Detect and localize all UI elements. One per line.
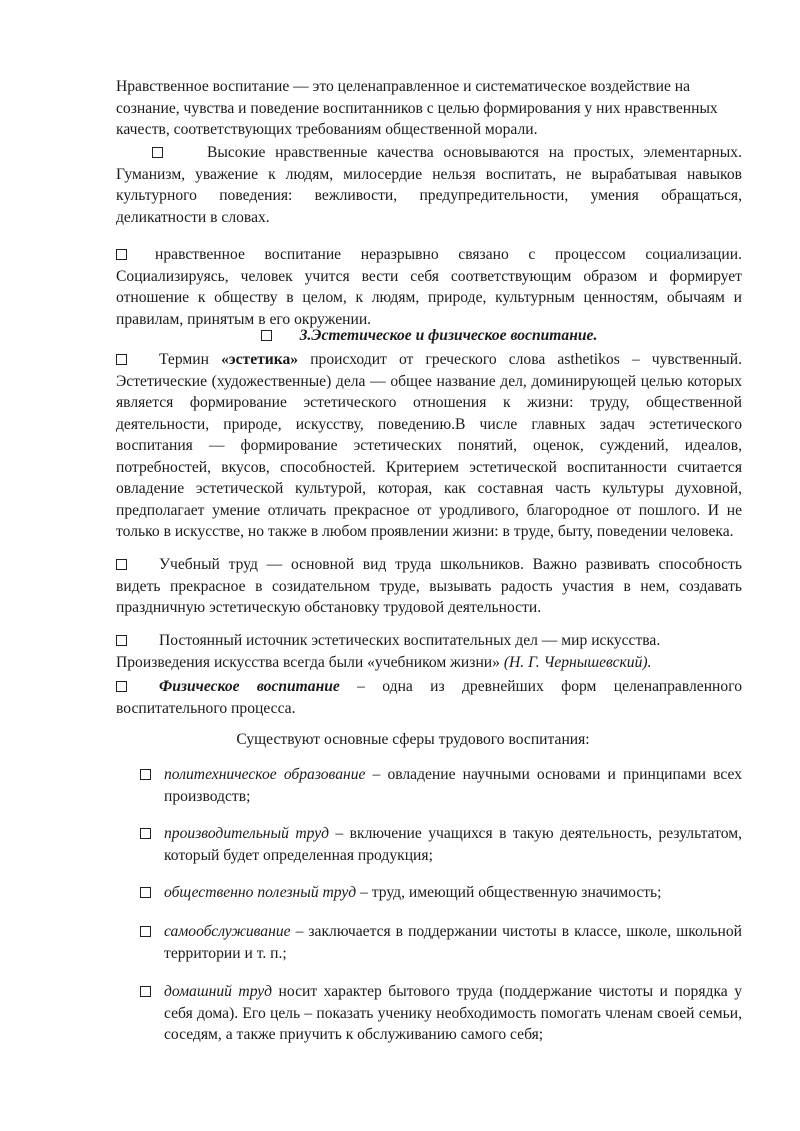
paragraph-study-labor: Учебный труд — основной вид труда школьников. Важно развивать способность видеть прекрасное в созидательном труде, вызывать радость участия в нем, создавать праздничную эстетическую обстановку трудовой деятельности. bbox=[116, 556, 742, 616]
list-item: домашний труд носит характер бытового труда (поддержание чистоты и порядка у себя дома). Его цель – показать ученику необходимость помогать членам своей семьи, соседям, а также приучить к обслуживанию самого себя; bbox=[140, 981, 742, 1046]
checkbox-icon bbox=[140, 926, 151, 937]
paragraph-physical-education: Физическое воспитание – одна из древнейших форм целенаправленного воспитательного процесса. bbox=[116, 678, 742, 717]
paragraph-aesthetics-term: Термин «эстетика» происходит от греческого слова asthetikos – чувственный. Эстетические (художественные) дела — общее название дел, доминирующей целью которых является формирование эстетического отношения к жизни: труду, общественной деятельности, природе, искусству, поведению.В числе главных задач эстетического воспитания — формирование эстетических понятий, оценок, суждений, идеалов, потребностей, вкусов, способностей. Критерием эстетической воспитанности считается овладение эстетической культурой, которая, как составная часть культуры духовной, предполагает умение отличать прекрасное от уродливого, благородное от пошлого. И не только в искусстве, но также в любом проявлении жизни: в труде, быту, поведении человека. bbox=[116, 351, 743, 540]
checkbox-icon bbox=[140, 828, 151, 839]
checkbox-icon bbox=[116, 681, 127, 692]
checkbox-icon bbox=[116, 635, 127, 646]
list-item: производительный труд – включение учащихся в такую деятельность, результатом, который будет определенная продукция; bbox=[140, 823, 742, 866]
section-heading: 3.Эстетическое и физическое воспитание. bbox=[116, 325, 742, 347]
checkbox-icon bbox=[152, 147, 163, 158]
list-item: самообслуживание – заключается в поддержании чистоты в классе, школе, школьной территории и т. п.; bbox=[140, 921, 742, 964]
checkbox-icon bbox=[116, 559, 127, 570]
paragraph-socialization: нравственное воспитание неразрывно связано с процессом социализации. Социализируясь, человек учится вести себя соответствующим образом и формирует отношение к обществу в целом, к людям, природе, культурным ценностям, обычаям и правилам, принятым в его окружении. bbox=[116, 246, 742, 328]
paragraph-art-source: Постоянный источник эстетических воспитательных дел — мир искусства. Произведения искусства всегда были «учебником жизни» (Н. Г. Чернышевский). bbox=[116, 632, 661, 671]
list-item: политехническое образование – овладение научными основами и принципами всех производств; bbox=[140, 764, 742, 807]
list-item: общественно полезный труд – труд, имеющий общественную значимость; bbox=[140, 882, 742, 904]
checkbox-icon bbox=[140, 887, 151, 898]
spheres-title: Существуют основные сферы трудового воспитания: bbox=[236, 731, 590, 748]
paragraph-moral-qualities: Высокие нравственные качества основываются на простых, элементарных. Гуманизм, уважение к людям, милосердие нельзя воспитать, не вырабатывая навыков культурного поведения: вежливости, предупредительности, умения обращаться, деликатности в словах. bbox=[116, 144, 742, 226]
checkbox-icon bbox=[140, 986, 151, 997]
intro-paragraph: Нравственное воспитание — это целенаправленное и систематическое воздействие на сознание, чувства и поведение воспитанников с целью формирования у них нравственных качеств, соответствующих требованиям общественной морали. bbox=[116, 78, 718, 138]
checkbox-icon bbox=[116, 249, 127, 260]
checkbox-icon bbox=[261, 330, 272, 341]
checkbox-icon bbox=[116, 354, 127, 365]
checkbox-icon bbox=[140, 769, 151, 780]
